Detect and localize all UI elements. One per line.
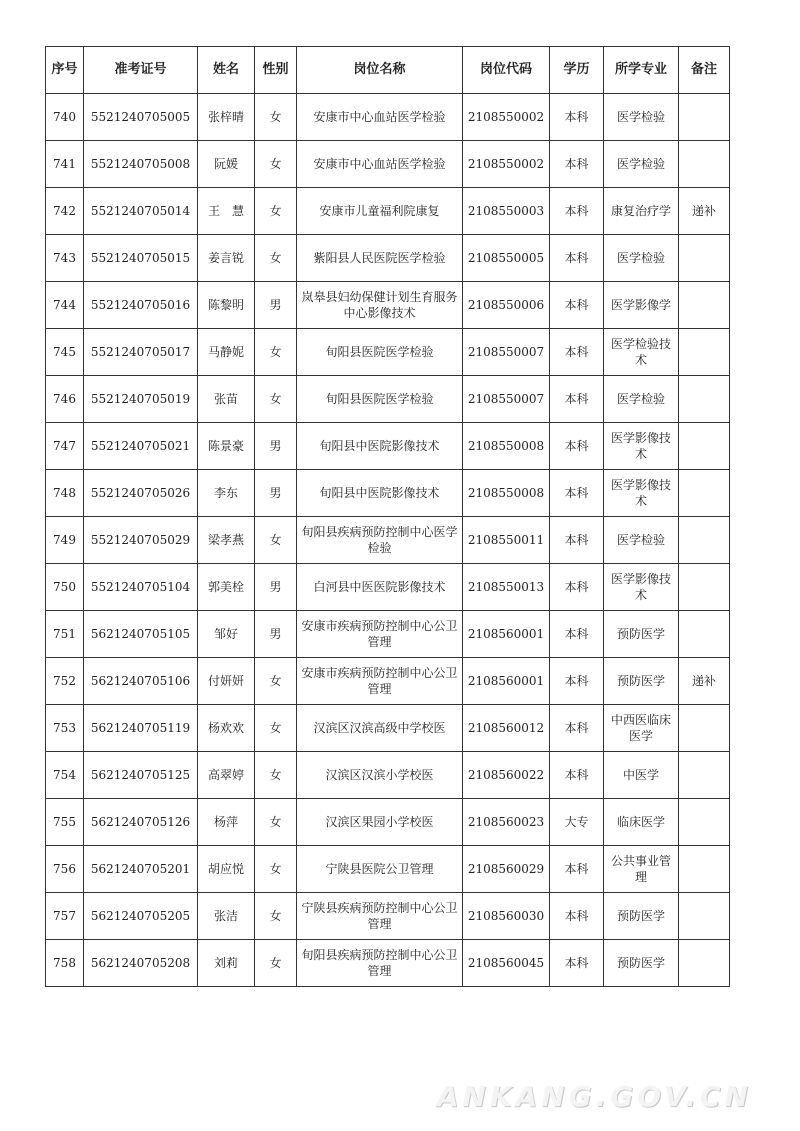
cell-name: 张梓晴 (198, 94, 255, 141)
cell-exam-id: 5521240705019 (84, 376, 198, 423)
cell-seq: 749 (46, 517, 84, 564)
cell-major: 医学检验 (604, 94, 679, 141)
cell-exam-id: 5521240705026 (84, 470, 198, 517)
table-header-row (46, 47, 730, 94)
cell-gender: 女 (255, 752, 297, 799)
cell-name: 梁孝燕 (198, 517, 255, 564)
cell-education: 本科 (550, 470, 604, 517)
cell-name: 杨萍 (198, 799, 255, 846)
cell-gender: 女 (255, 517, 297, 564)
cell-remark (679, 235, 730, 282)
cell-gender: 男 (255, 423, 297, 470)
cell-gender: 男 (255, 282, 297, 329)
cell-exam-id: 5521240705015 (84, 235, 198, 282)
cell-position-name: 旬阳县疾病预防控制中心公卫管理 (297, 940, 463, 987)
cell-major: 康复治疗学 (604, 188, 679, 235)
cell-major: 中西医临床医学 (604, 705, 679, 752)
cell-position-name: 汉滨区汉滨高级中学校医 (297, 705, 463, 752)
cell-seq: 747 (46, 423, 84, 470)
cell-seq: 746 (46, 376, 84, 423)
cell-remark (679, 611, 730, 658)
cell-position-code: 2108550013 (463, 564, 550, 611)
cell-major: 预防医学 (604, 893, 679, 940)
cell-position-name: 安康市中心血站医学检验 (297, 94, 463, 141)
cell-position-code: 2108550003 (463, 188, 550, 235)
cell-major: 医学影像学 (604, 282, 679, 329)
cell-name: 张洁 (198, 893, 255, 940)
cell-position-code: 2108560022 (463, 752, 550, 799)
cell-seq: 745 (46, 329, 84, 376)
cell-exam-id: 5621240705125 (84, 752, 198, 799)
table-row (46, 188, 730, 235)
cell-name: 陈黎明 (198, 282, 255, 329)
cell-major: 医学检验 (604, 235, 679, 282)
cell-remark (679, 705, 730, 752)
cell-remark (679, 329, 730, 376)
cell-exam-id: 5621240705119 (84, 705, 198, 752)
table-row (46, 611, 730, 658)
cell-seq: 755 (46, 799, 84, 846)
cell-remark (679, 893, 730, 940)
cell-name: 刘莉 (198, 940, 255, 987)
cell-major: 医学影像技术 (604, 423, 679, 470)
cell-education: 本科 (550, 658, 604, 705)
cell-gender: 女 (255, 893, 297, 940)
cell-position-name: 旬阳县中医院影像技术 (297, 423, 463, 470)
cell-remark: 递补 (679, 658, 730, 705)
cell-major: 公共事业管理 (604, 846, 679, 893)
cell-gender: 女 (255, 376, 297, 423)
table-row (46, 235, 730, 282)
table-row (46, 282, 730, 329)
cell-name: 付妍妍 (198, 658, 255, 705)
table-row (46, 940, 730, 987)
cell-education: 大专 (550, 799, 604, 846)
cell-gender: 男 (255, 564, 297, 611)
cell-exam-id: 5621240705105 (84, 611, 198, 658)
cell-gender: 女 (255, 799, 297, 846)
cell-position-name: 汉滨区汉滨小学校医 (297, 752, 463, 799)
cell-name: 王 慧 (198, 188, 255, 235)
cell-exam-id: 5621240705205 (84, 893, 198, 940)
cell-gender: 女 (255, 141, 297, 188)
cell-education: 本科 (550, 846, 604, 893)
cell-position-code: 2108550002 (463, 94, 550, 141)
cell-gender: 男 (255, 470, 297, 517)
cell-seq: 757 (46, 893, 84, 940)
cell-position-code: 2108560029 (463, 846, 550, 893)
cell-position-code: 2108550008 (463, 470, 550, 517)
cell-education: 本科 (550, 376, 604, 423)
cell-position-name: 旬阳县疾病预防控制中心医学检验 (297, 517, 463, 564)
table-row (46, 658, 730, 705)
table-row (46, 470, 730, 517)
cell-education: 本科 (550, 235, 604, 282)
cell-remark (679, 141, 730, 188)
cell-name: 郭美栓 (198, 564, 255, 611)
cell-name: 高翠婷 (198, 752, 255, 799)
cell-remark (679, 282, 730, 329)
header-seq: 序号 (46, 47, 84, 94)
cell-position-code: 2108560023 (463, 799, 550, 846)
cell-seq: 750 (46, 564, 84, 611)
cell-position-name: 安康市中心血站医学检验 (297, 141, 463, 188)
header-education: 学历 (550, 47, 604, 94)
cell-position-code: 2108560001 (463, 658, 550, 705)
table-row (46, 141, 730, 188)
cell-position-code: 2108550002 (463, 141, 550, 188)
cell-exam-id: 5521240705021 (84, 423, 198, 470)
cell-major: 预防医学 (604, 611, 679, 658)
cell-education: 本科 (550, 423, 604, 470)
table-row (46, 423, 730, 470)
candidate-table (45, 46, 730, 987)
cell-major: 医学检验 (604, 376, 679, 423)
cell-remark (679, 752, 730, 799)
cell-major: 医学检验 (604, 141, 679, 188)
cell-major: 医学检验技术 (604, 329, 679, 376)
cell-name: 胡应悦 (198, 846, 255, 893)
table-row (46, 705, 730, 752)
cell-gender: 女 (255, 940, 297, 987)
cell-major: 预防医学 (604, 940, 679, 987)
cell-seq: 754 (46, 752, 84, 799)
cell-gender: 女 (255, 658, 297, 705)
cell-position-name: 旬阳县中医院影像技术 (297, 470, 463, 517)
cell-remark (679, 423, 730, 470)
cell-remark (679, 470, 730, 517)
cell-education: 本科 (550, 517, 604, 564)
cell-seq: 740 (46, 94, 84, 141)
cell-exam-id: 5521240705005 (84, 94, 198, 141)
cell-exam-id: 5521240705029 (84, 517, 198, 564)
cell-position-name: 安康市疾病预防控制中心公卫管理 (297, 658, 463, 705)
cell-seq: 748 (46, 470, 84, 517)
table-row (46, 752, 730, 799)
header-name: 姓名 (198, 47, 255, 94)
cell-name: 张苗 (198, 376, 255, 423)
cell-position-code: 2108560012 (463, 705, 550, 752)
cell-position-code: 2108550008 (463, 423, 550, 470)
cell-exam-id: 5621240705106 (84, 658, 198, 705)
cell-position-code: 2108550007 (463, 329, 550, 376)
cell-exam-id: 5521240705014 (84, 188, 198, 235)
table-row (46, 376, 730, 423)
cell-name: 马静妮 (198, 329, 255, 376)
cell-major: 临床医学 (604, 799, 679, 846)
cell-major: 医学检验 (604, 517, 679, 564)
cell-gender: 男 (255, 611, 297, 658)
cell-exam-id: 5621240705126 (84, 799, 198, 846)
cell-position-code: 2108560030 (463, 893, 550, 940)
cell-remark (679, 376, 730, 423)
header-position-name: 岗位名称 (297, 47, 463, 94)
cell-education: 本科 (550, 752, 604, 799)
cell-education: 本科 (550, 282, 604, 329)
cell-seq: 752 (46, 658, 84, 705)
table-row (46, 799, 730, 846)
cell-seq: 751 (46, 611, 84, 658)
table-row (46, 329, 730, 376)
cell-exam-id: 5521240705104 (84, 564, 198, 611)
cell-exam-id: 5521240705008 (84, 141, 198, 188)
cell-position-code: 2108550007 (463, 376, 550, 423)
header-exam-id: 准考证号 (84, 47, 198, 94)
cell-education: 本科 (550, 940, 604, 987)
header-major: 所学专业 (604, 47, 679, 94)
cell-major: 医学影像技术 (604, 470, 679, 517)
cell-seq: 753 (46, 705, 84, 752)
cell-position-code: 2108560045 (463, 940, 550, 987)
cell-gender: 女 (255, 846, 297, 893)
cell-education: 本科 (550, 94, 604, 141)
cell-name: 陈景豪 (198, 423, 255, 470)
cell-position-name: 白河县中医医院影像技术 (297, 564, 463, 611)
cell-name: 邹好 (198, 611, 255, 658)
cell-position-name: 岚皋县妇幼保健计划生育服务中心影像技术 (297, 282, 463, 329)
table-row (46, 564, 730, 611)
header-position-code: 岗位代码 (463, 47, 550, 94)
cell-seq: 758 (46, 940, 84, 987)
cell-exam-id: 5621240705208 (84, 940, 198, 987)
cell-major: 医学影像技术 (604, 564, 679, 611)
cell-position-name: 汉滨区果园小学校医 (297, 799, 463, 846)
cell-position-code: 2108550011 (463, 517, 550, 564)
cell-education: 本科 (550, 141, 604, 188)
cell-remark (679, 94, 730, 141)
cell-position-name: 旬阳县医院医学检验 (297, 329, 463, 376)
table-row (46, 94, 730, 141)
cell-name: 阮媛 (198, 141, 255, 188)
cell-position-code: 2108550005 (463, 235, 550, 282)
cell-name: 姜言锐 (198, 235, 255, 282)
cell-name: 杨欢欢 (198, 705, 255, 752)
cell-remark (679, 799, 730, 846)
cell-position-name: 安康市疾病预防控制中心公卫管理 (297, 611, 463, 658)
cell-remark: 递补 (679, 188, 730, 235)
cell-education: 本科 (550, 893, 604, 940)
cell-name: 李东 (198, 470, 255, 517)
cell-position-code: 2108560001 (463, 611, 550, 658)
table-row (46, 893, 730, 940)
cell-major: 中医学 (604, 752, 679, 799)
cell-position-code: 2108550006 (463, 282, 550, 329)
header-gender: 性别 (255, 47, 297, 94)
cell-seq: 744 (46, 282, 84, 329)
cell-seq: 743 (46, 235, 84, 282)
cell-education: 本科 (550, 705, 604, 752)
cell-remark (679, 564, 730, 611)
table-row (46, 517, 730, 564)
cell-gender: 女 (255, 94, 297, 141)
table-row (46, 846, 730, 893)
cell-education: 本科 (550, 611, 604, 658)
cell-position-name: 紫阳县人民医院医学检验 (297, 235, 463, 282)
cell-gender: 女 (255, 188, 297, 235)
cell-seq: 742 (46, 188, 84, 235)
cell-position-name: 宁陕县疾病预防控制中心公卫管理 (297, 893, 463, 940)
cell-exam-id: 5621240705201 (84, 846, 198, 893)
cell-seq: 741 (46, 141, 84, 188)
site-watermark: ANKANG.GOV.CN (436, 1080, 752, 1113)
cell-position-name: 旬阳县医院医学检验 (297, 376, 463, 423)
cell-exam-id: 5521240705017 (84, 329, 198, 376)
cell-remark (679, 517, 730, 564)
cell-remark (679, 940, 730, 987)
cell-education: 本科 (550, 564, 604, 611)
header-remark: 备注 (679, 47, 730, 94)
cell-gender: 女 (255, 235, 297, 282)
cell-education: 本科 (550, 329, 604, 376)
cell-seq: 756 (46, 846, 84, 893)
cell-remark (679, 846, 730, 893)
cell-gender: 女 (255, 705, 297, 752)
cell-gender: 女 (255, 329, 297, 376)
cell-major: 预防医学 (604, 658, 679, 705)
cell-exam-id: 5521240705016 (84, 282, 198, 329)
cell-position-name: 安康市儿童福利院康复 (297, 188, 463, 235)
cell-education: 本科 (550, 188, 604, 235)
cell-position-name: 宁陕县医院公卫管理 (297, 846, 463, 893)
